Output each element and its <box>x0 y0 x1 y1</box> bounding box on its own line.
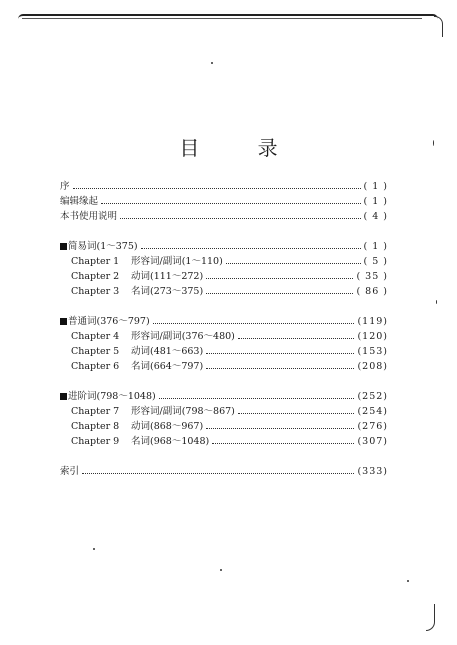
dot-leader <box>206 353 354 354</box>
toc-chapter-3[interactable] <box>60 284 388 299</box>
chapter-title: 形容词/副词(798～867) <box>131 406 235 417</box>
scan-speck <box>436 300 437 304</box>
toc-page-number: (208) <box>357 361 388 372</box>
toc-chapter-4[interactable] <box>60 329 388 344</box>
toc-page-number: (119) <box>357 316 388 327</box>
dot-leader <box>226 263 361 264</box>
toc-section-advanced-words[interactable] <box>60 389 388 404</box>
page-top-rule <box>22 18 422 19</box>
toc-section-label: 普通词(376～797) <box>60 314 150 329</box>
toc-entry-label: 编辑缘起 <box>60 196 99 207</box>
toc-chapter-5[interactable] <box>60 344 388 359</box>
toc-entry-label: 本书使用说明 <box>60 211 118 222</box>
chapter-number: Chapter 8 <box>71 421 120 432</box>
dot-leader <box>206 428 354 429</box>
toc-page-number: ( 1 ) <box>363 181 388 192</box>
chapter-number: Chapter 6 <box>71 361 120 372</box>
dot-leader <box>206 278 353 279</box>
dot-leader <box>141 248 361 249</box>
toc-chapter-label <box>71 404 235 419</box>
table-of-contents <box>60 179 388 479</box>
toc-page-number: (333) <box>357 466 388 477</box>
toc-entry-preface[interactable] <box>60 179 388 194</box>
chapter-number: Chapter 5 <box>71 346 120 357</box>
chapter-title: 动词(481～663) <box>131 346 204 357</box>
toc-page-number: (252) <box>357 391 388 402</box>
scan-speck <box>220 569 222 571</box>
toc-entry-label: 序 <box>60 181 70 192</box>
dot-leader <box>206 368 354 369</box>
page-corner-bottom-right <box>426 604 435 631</box>
toc-chapter-label <box>71 434 209 449</box>
toc-chapter-6[interactable] <box>60 359 388 374</box>
toc-section-label: 简易词(1～375) <box>60 239 138 254</box>
chapter-title: 名词(273～375) <box>131 286 204 297</box>
toc-entry-index[interactable] <box>60 464 388 479</box>
toc-page-number: ( 86 ) <box>356 286 388 297</box>
toc-page-number: ( 1 ) <box>363 196 388 207</box>
toc-page-number: (153) <box>357 346 388 357</box>
chapter-title: 名词(968～1048) <box>131 436 210 447</box>
dot-leader <box>73 188 361 189</box>
toc-section-label: 进阶词(798～1048) <box>60 389 156 404</box>
toc-page-number: ( 5 ) <box>363 256 388 267</box>
dot-leader <box>238 413 355 414</box>
toc-chapter-8[interactable] <box>60 419 388 434</box>
toc-page-number: (254) <box>357 406 388 417</box>
chapter-title: 名词(664～797) <box>131 361 204 372</box>
toc-page-number: (276) <box>357 421 388 432</box>
toc-chapter-2[interactable] <box>60 269 388 284</box>
chapter-title: 动词(111～272) <box>131 271 204 282</box>
toc-page-number: ( 4 ) <box>363 211 388 222</box>
dot-leader <box>120 218 360 219</box>
toc-chapter-label <box>71 284 203 299</box>
scan-speck <box>407 580 409 582</box>
toc-chapter-7[interactable] <box>60 404 388 419</box>
chapter-title: 动词(868～967) <box>131 421 204 432</box>
dot-leader <box>101 203 360 204</box>
toc-chapter-label <box>71 419 203 434</box>
toc-chapter-1[interactable] <box>60 254 388 269</box>
toc-entry-usage-guide[interactable] <box>60 209 388 224</box>
toc-entry-editorial-origin[interactable] <box>60 194 388 209</box>
chapter-title: 形容词/副词(376～480) <box>131 331 235 342</box>
chapter-number: Chapter 7 <box>71 406 120 417</box>
dot-leader <box>82 473 354 474</box>
chapter-number: Chapter 1 <box>71 256 120 267</box>
toc-page-number: ( 1 ) <box>363 241 388 252</box>
scan-speck <box>211 62 213 64</box>
chapter-number: Chapter 9 <box>71 436 120 447</box>
toc-page-number: ( 35 ) <box>356 271 388 282</box>
toc-page-number: (307) <box>357 436 388 447</box>
toc-chapter-label <box>71 344 203 359</box>
chapter-number: Chapter 3 <box>71 286 120 297</box>
toc-section-common-words[interactable] <box>60 314 388 329</box>
page-corner-top-right <box>434 16 443 37</box>
toc-chapter-label <box>71 329 235 344</box>
dot-leader <box>212 443 354 444</box>
toc-chapter-label <box>71 269 203 284</box>
dot-leader <box>159 398 355 399</box>
dot-leader <box>153 323 355 324</box>
toc-page-number: (120) <box>357 331 388 342</box>
dot-leader <box>206 293 353 294</box>
toc-chapter-label <box>71 254 223 269</box>
chapter-number: Chapter 2 <box>71 271 120 282</box>
toc-entry-label: 索引 <box>60 466 80 477</box>
chapter-title: 形容词/副词(1～110) <box>131 256 223 267</box>
dot-leader <box>238 338 355 339</box>
toc-section-basic-words[interactable] <box>60 239 388 254</box>
chapter-number: Chapter 4 <box>71 331 120 342</box>
page-title: 目 录 <box>179 136 304 160</box>
toc-chapter-9[interactable] <box>60 434 388 449</box>
toc-chapter-label <box>71 359 203 374</box>
scan-speck <box>93 548 95 550</box>
